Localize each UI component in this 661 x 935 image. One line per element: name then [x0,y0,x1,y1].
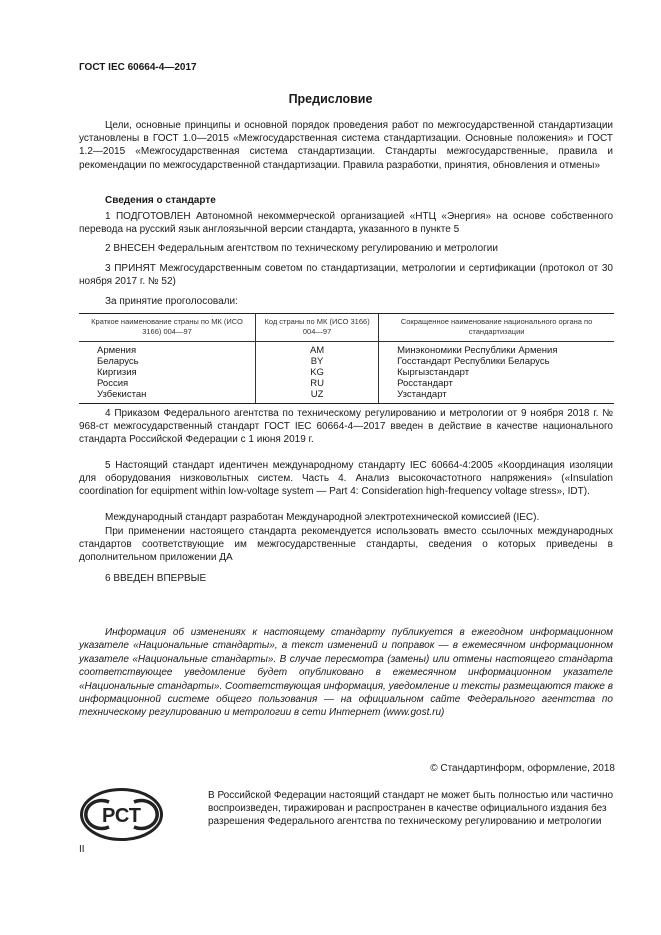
item-5-organization: Международный стандарт разработан Международной электротехнической комиссией (IEC). [105,512,540,523]
copyright-notice: © Стандартинформ, оформление, 2018 [430,763,615,774]
standards-body: Минэкономики Республики Армения [379,342,614,357]
document-id: ГОСТ IEC 60664-4—2017 [79,62,197,73]
header-country-name: Краткое наименование страны по МК (ИСО 3166) 004—97 [79,314,256,342]
item-1: 1 ПОДГОТОВЛЕН Автономной некоммерческой организацией «НТЦ «Энергия» на основе собственного перевода на русский язык англоязычной версии стандарта, указанного в пункте 5 [79,211,613,236]
standards-body: Кыргызстандарт [379,367,614,378]
rst-mark-icon [79,787,164,842]
header-standards-body: Сокращенное наименование национального органа по стандартизации [379,314,614,342]
reproduction-notice: В Российской Федерации настоящий стандарт не может быть полностью или частично воспроизведен, тиражирован и распространен в качестве официального издания без разрешения Федерального агентства по техническому регулированию и метрологии [208,790,614,828]
page-number: II [79,844,85,855]
table-row [79,342,614,357]
item-2: 2 ВНЕСЕН Федеральным агентством по техническому регулированию и метрологии [105,243,498,254]
logo-letters: РСТ [101,805,142,827]
country-code: RU [256,378,379,389]
voted-label: За принятие проголосовали: [105,296,238,307]
table-row [79,389,614,404]
item-5: 5 Настоящий стандарт идентичен международному стандарту IEC 60664-4:2005 «Координация изоляции для оборудования низковольтных систем. Часть 4. Анализ высокочастотного напряжения» («Insulation coordination for equipment within low-voltage system — Part 4: Consideration high-frequency voltage stress», IDT). [79,460,613,498]
country-name: Киргизия [79,367,256,378]
country-name: Узбекистан [79,389,256,404]
table-row [79,356,614,367]
table-row [79,378,614,389]
country-name: Беларусь [79,356,256,367]
item-3: 3 ПРИНЯТ Межгосударственным советом по стандартизации, метрологии и сертификации (протокол от 30 ноября 2017 г. № 52) [79,263,613,288]
voting-table [79,313,614,404]
country-name: Россия [79,378,256,389]
standards-body: Узстандарт [379,389,614,404]
section-title: Сведения о стандарте [105,195,216,206]
country-code: AM [256,342,379,357]
country-code: BY [256,356,379,367]
item-4: 4 Приказом Федерального агентства по техническому регулированию и метрологии от 9 ноября 2018 г. № 968-ст межгосударственный стандарт ГОСТ IEC 60664-4—2017 введен в действие в качестве национального стандарта Российской Федерации с 1 июня 2019 г. [79,408,613,446]
standards-body: Госстандарт Республики Беларусь [379,356,614,367]
change-info-paragraph: Информация об изменениях к настоящему стандарту публикуется в ежегодном информационном указателе «Национальные стандарты», а текст изменений и поправок — в ежемесячном информационном указателе «Национальные стандарты». В случае пересмотра (замены) или отмены настоящего стандарта соответствующее уведомление будет опубликовано в ежемесячном информационном указателе «Национальные стандарты». Соответствующая информация, уведомление и тексты размещаются также в информационной системе общего пользования — на официальном сайте Федерального агентства по техническому регулированию и метрологии в сети Интернет (www.gost.ru) [79,627,613,719]
country-code: UZ [256,389,379,404]
page-title: Предисловие [288,92,373,106]
country-code: KG [256,367,379,378]
intro-paragraph: Цели, основные принципы и основной порядок проведения работ по межгосударственной стандартизации установлены в ГОСТ 1.0—2015 «Межгосударственная система стандартизации. Основные положения» и ГОСТ 1.2—2015 «Межгосударственная система стандартизации. Стандарты межгосударственные, правила и рекомендации по межгосударственной стандартизации. Правила разработки, принятия, обновления и отмены» [79,120,613,171]
header-country-code: Код страны по МК (ИСО 3166) 004—97 [256,314,379,342]
table-header-row [79,314,614,342]
item-5-usage-note: При применении настоящего стандарта рекомендуется использовать вместо ссылочных международных стандартов соответствующие им межгосударственные стандарты, сведения о которых приведены в дополнительном приложении ДА [79,526,613,564]
country-name: Армения [79,342,256,357]
table-row [79,367,614,378]
item-6: 6 ВВЕДЕН ВПЕРВЫЕ [105,573,207,584]
standards-body: Росстандарт [379,378,614,389]
